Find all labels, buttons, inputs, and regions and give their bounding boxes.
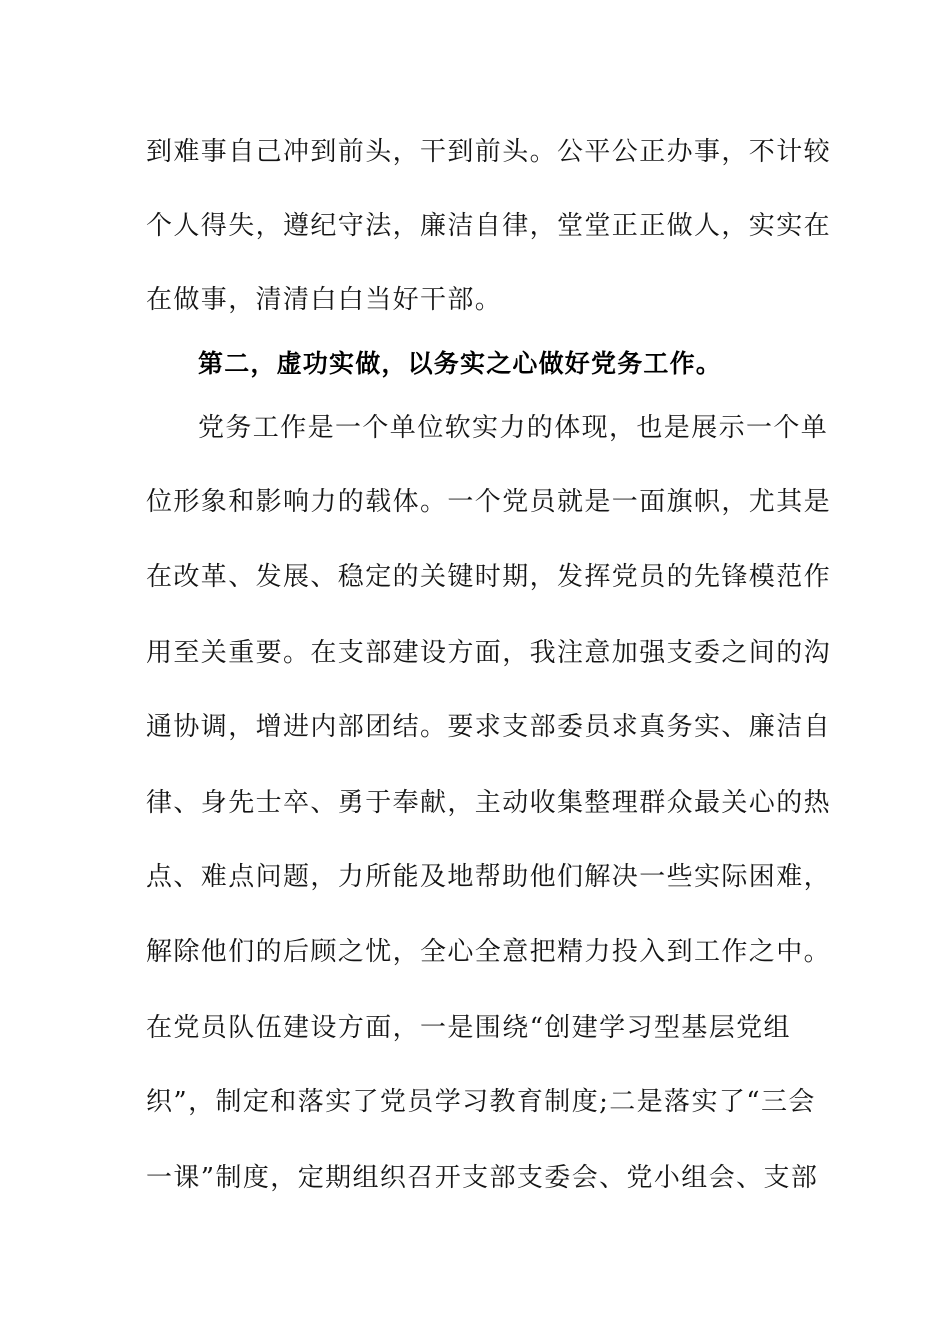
section-heading: 第二，虚功实做，以务实之心做好党务工作。 (198, 349, 723, 378)
body-text-line: 通协调，增进内部团结。要求支部委员求真务实、廉洁自 (146, 712, 832, 742)
body-text-line: 在做事，清清白白当好干部。 (146, 285, 503, 315)
body-text-line: 点、难点问题，力所能及地帮助他们解决一些实际困难， (146, 862, 832, 892)
body-text-line: 个人得失，遵纪守法，廉洁自律，堂堂正正做人，实实在 (146, 211, 832, 241)
body-text-line: 一课”制度，定期组织召开支部支委会、党小组会、支部 (146, 1163, 819, 1193)
body-text-line: 律、身先士卒、勇于奉献，主动收集整理群众最关心的热 (146, 788, 832, 818)
body-text-line: 到难事自己冲到前头，干到前头。公平公正办事，不计较 (146, 137, 832, 167)
body-text-line: 位形象和影响力的载体。一个党员就是一面旗帜，尤其是 (146, 487, 832, 517)
body-text-line: 在党员队伍建设方面，一是围绕“创建学习型基层党组 (146, 1013, 791, 1043)
body-text-line: 党务工作是一个单位软实力的体现，也是展示一个单 (198, 413, 829, 443)
body-text-line: 织”，制定和落实了党员学习教育制度;二是落实了“三会 (146, 1087, 816, 1117)
body-text-line: 在改革、发展、稳定的关键时期，发挥党员的先锋模范作 (146, 562, 832, 592)
body-text-line: 用至关重要。在支部建设方面，我注意加强支委之间的沟 (146, 638, 832, 668)
body-text-line: 解除他们的后顾之忧，全心全意把精力投入到工作之中。 (146, 937, 832, 967)
